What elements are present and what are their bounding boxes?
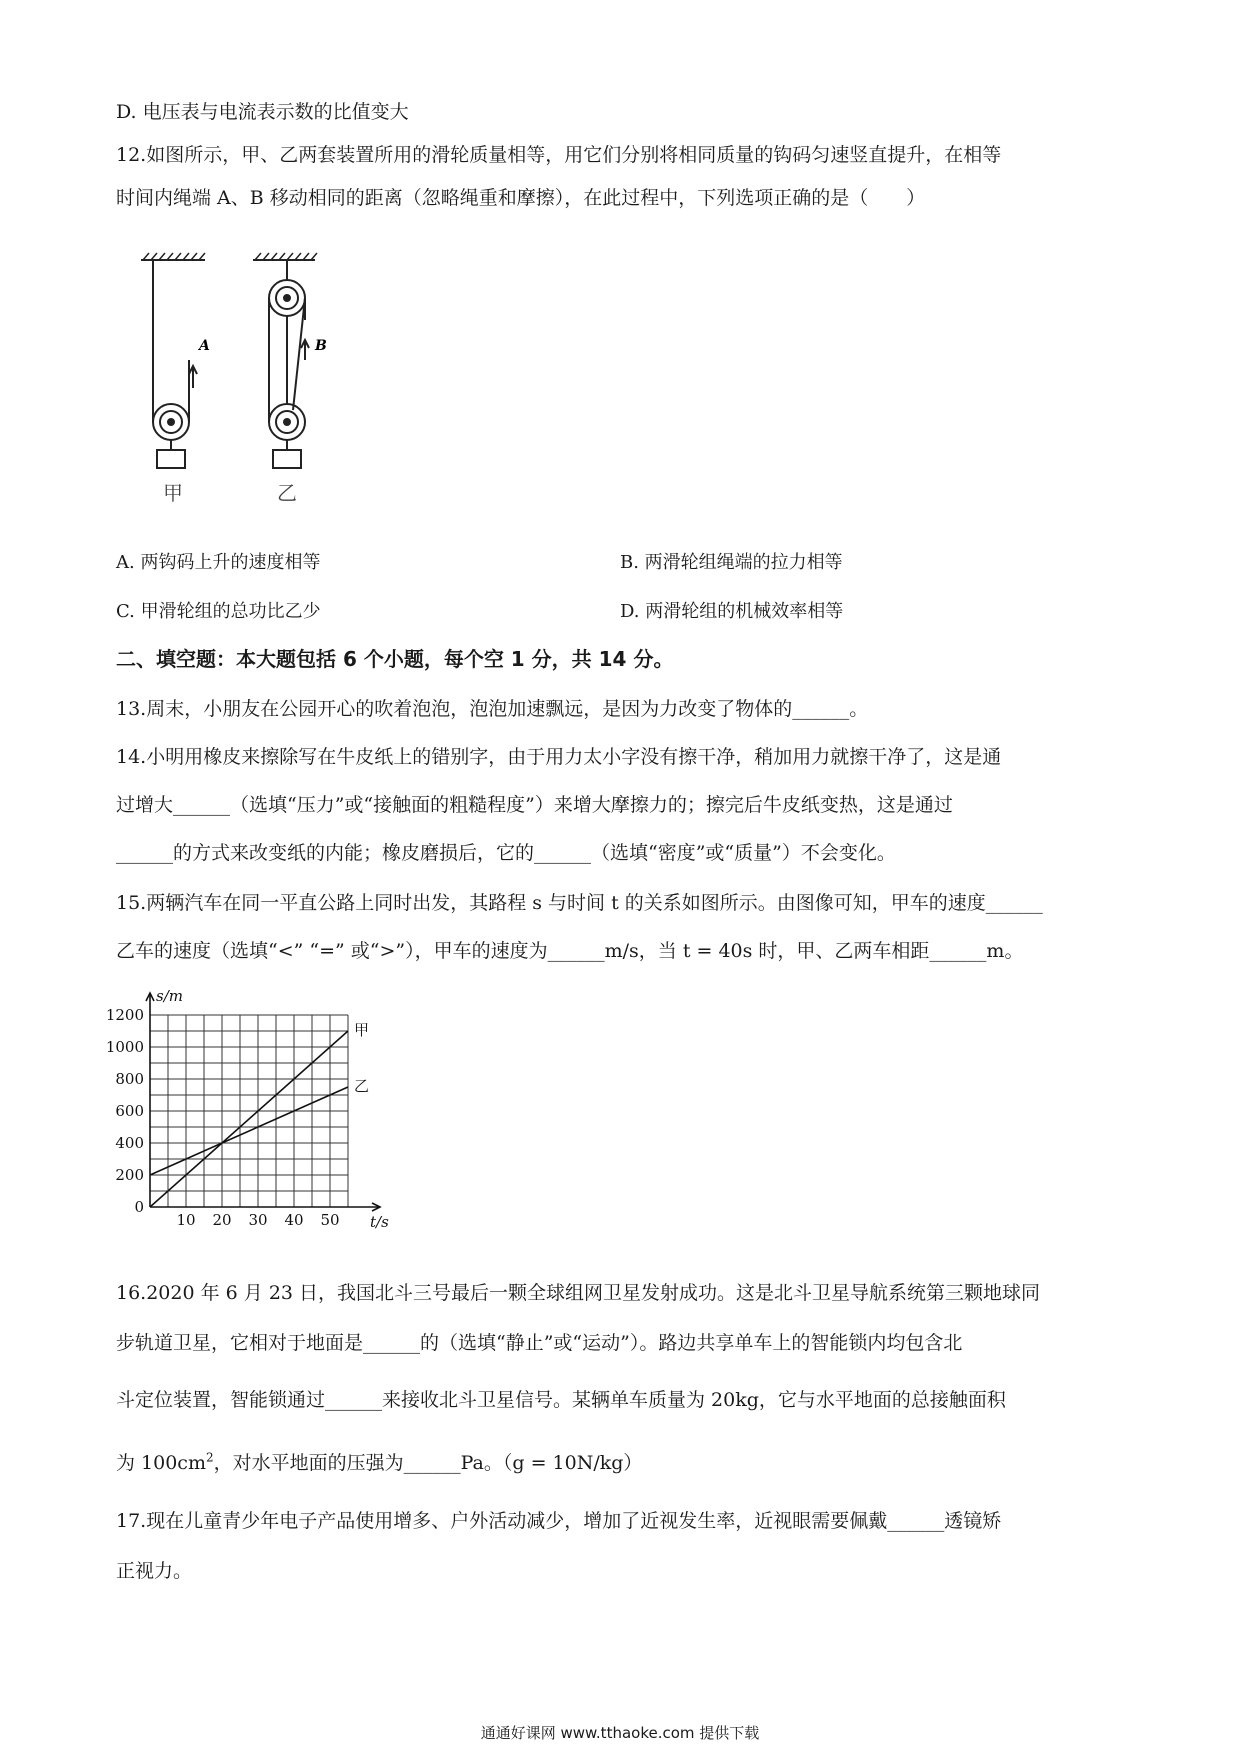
q12-stem-line1: 12.如图所示，甲、乙两套装置所用的滑轮质量相等，用它们分别将相同质量的钩码匀速竖直提升，在相等 (116, 144, 1002, 166)
series-label: 甲 (354, 1021, 370, 1039)
section-title: 二、填空题：本大题包括 6 个小题，每个空 1 分，共 14 分。 (116, 647, 674, 671)
y-tick-label: 0 (134, 1198, 144, 1216)
pulley-figure (135, 250, 355, 510)
q13-stem: 13.周末，小朋友在公园开心的吹着泡泡，泡泡加速飘远，是因为力改变了物体的______。 (116, 698, 869, 720)
footer: 通通好课网 www.tthaoke.com 提供下载 (480, 1724, 760, 1742)
fig-label-a: A (199, 338, 210, 354)
q14-stem-line1: 14.小明用橡皮来擦除写在牛皮纸上的错别字，由于用力太小字没有擦干净，稍加用力就擦干净了，这是通 (116, 746, 1002, 768)
q16-line4-part2: ，对水平地面的压强为______Pa。（g = 10N/kg） (213, 1452, 643, 1474)
fig-label-b: B (315, 338, 327, 354)
y-axis-label: s/m (156, 987, 183, 1005)
q12-stem-line2: 时间内绳端 A、B 移动相同的距离（忽略绳重和摩擦），在此过程中，下列选项正确的是（ ） (116, 187, 926, 209)
series-line-jia (150, 1031, 348, 1207)
x-tick-label: 10 (176, 1211, 196, 1229)
q17-stem-line2: 正视力。 (116, 1560, 193, 1582)
q12-option-c: C. 甲滑轮组的总功比乙少 (116, 601, 321, 622)
x-tick-label: 20 (212, 1211, 232, 1229)
distance-time-chart (105, 985, 440, 1240)
q14-stem-line2: 过增大______（选填“压力”或“接触面的粗糙程度”）来增大摩擦力的；擦完后牛皮纸变热，这是通过 (116, 794, 953, 816)
series-line-yi (150, 1087, 348, 1175)
x-axis-label: t/s (370, 1213, 389, 1231)
q11-option-d: D. 电压表与电流表示数的比值变大 (116, 101, 409, 123)
y-tick-label: 1200 (105, 1006, 144, 1024)
y-tick-label: 400 (115, 1134, 144, 1152)
y-tick-label: 200 (115, 1166, 144, 1184)
q15-stem-line1: 15.两辆汽车在同一平直公路上同时出发，其路程 s 与时间 t 的关系如图所示。由图像可知，甲车的速度______ (116, 892, 1043, 914)
q16-stem-line2: 步轨道卫星，它相对于地面是______的（选填“静止”或“运动”）。路边共享单车上的智能锁内均包含北 (116, 1332, 963, 1354)
fig-caption-jia: 甲 (163, 481, 183, 505)
q16-stem-line1: 16.2020 年 6 月 23 日，我国北斗三号最后一颗全球组网卫星发射成功。这是北斗卫星导航系统第三颗地球同 (116, 1282, 1041, 1304)
x-tick-label: 30 (248, 1211, 268, 1229)
x-tick-label: 40 (284, 1211, 304, 1229)
fig-caption-yi: 乙 (277, 481, 297, 505)
y-tick-label: 600 (115, 1102, 144, 1120)
q17-stem-line1: 17.现在儿童青少年电子产品使用增多、户外活动减少，增加了近视发生率，近视眼需要佩戴______透镜矫 (116, 1510, 1002, 1532)
y-tick-label: 800 (115, 1070, 144, 1088)
q16-stem-line4 (116, 1448, 642, 1475)
q16-line4-superscript: 2 (205, 1450, 214, 1465)
q12-option-a: A. 两钩码上升的速度相等 (116, 552, 321, 573)
x-tick-label: 50 (320, 1211, 340, 1229)
q15-stem-line2: 乙车的速度（选填“<” “=” 或“>”），甲车的速度为______m/s，当 t = 40s 时，甲、乙两车相距______m。 (116, 940, 1024, 962)
series-label: 乙 (354, 1077, 370, 1095)
q14-stem-line3: ______的方式来改变纸的内能；橡皮磨损后，它的______（选填“密度”或“质量”）不会变化。 (116, 842, 896, 864)
q12-option-b: B. 两滑轮组绳端的拉力相等 (620, 552, 843, 573)
q16-stem-line3: 斗定位装置，智能锁通过______来接收北斗卫星信号。某辆单车质量为 20kg，它与水平地面的总接触面积 (116, 1389, 1006, 1411)
y-tick-label: 1000 (105, 1038, 144, 1056)
q12-option-d: D. 两滑轮组的机械效率相等 (620, 601, 844, 622)
q16-line4-part1: 为 100cm (116, 1452, 206, 1474)
